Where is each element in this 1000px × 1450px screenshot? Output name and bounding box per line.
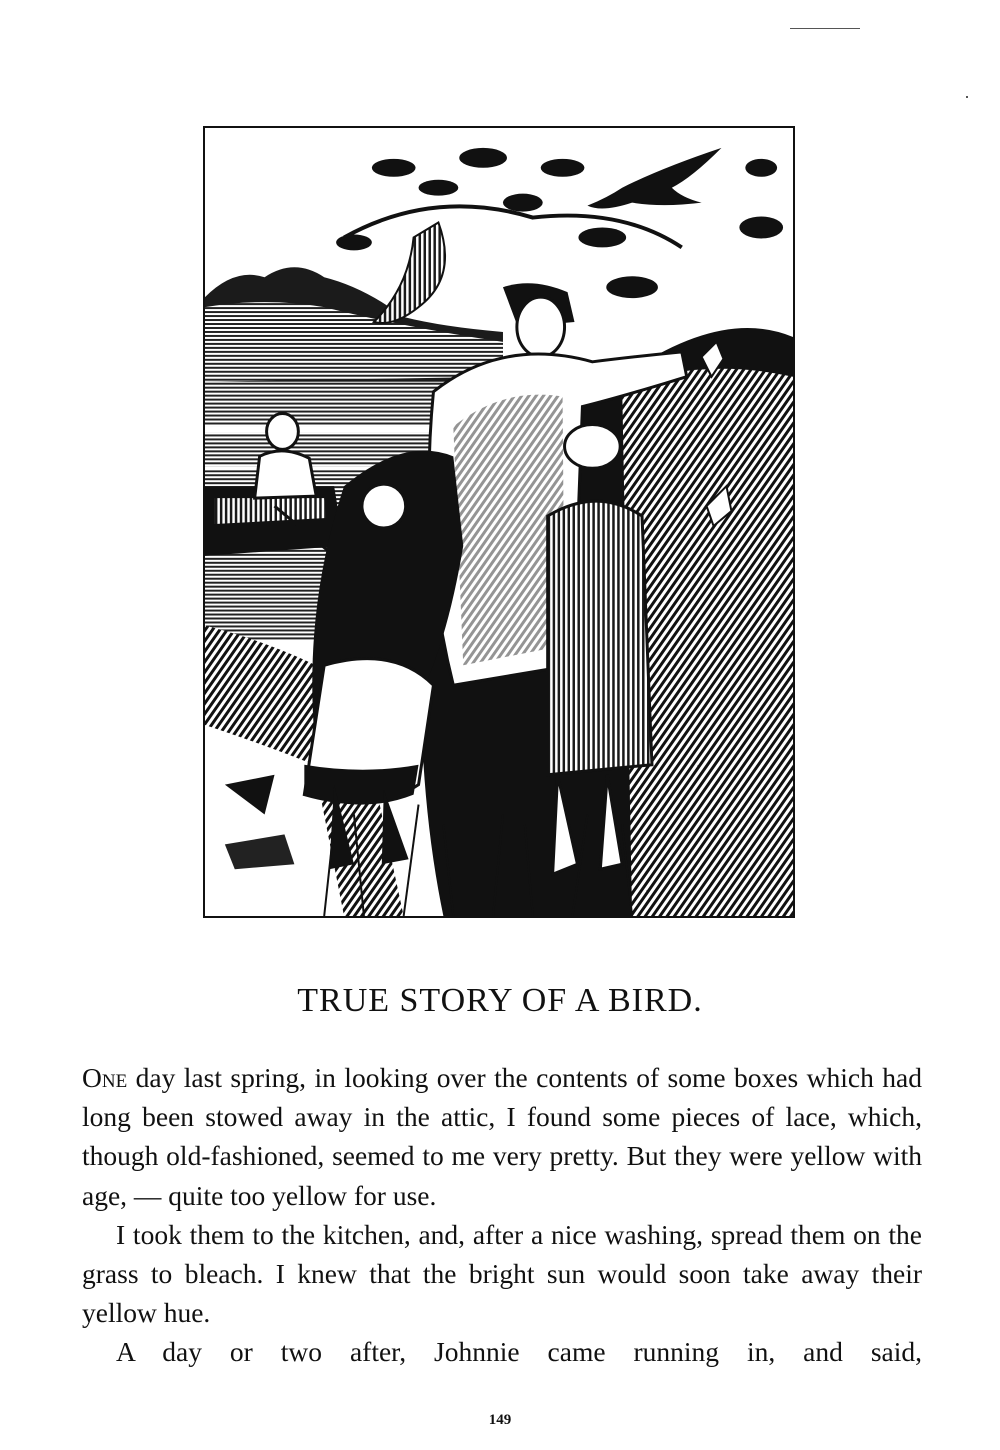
engraving-illustration (203, 126, 795, 918)
page-number: 149 (488, 1412, 512, 1428)
paragraph-2: I took them to the kitchen, and, after a nice washing, spread them on the grass to bleach. I knew that the bright sun would soon take away their yellow hue. (82, 1218, 922, 1329)
drop-word: One (82, 1062, 128, 1093)
story-body (82, 1058, 922, 1372)
print-speck (966, 96, 968, 98)
print-speck (790, 28, 860, 29)
paragraph-1 (82, 1058, 922, 1215)
children-finding-bird-nest-engraving (205, 128, 793, 916)
paragraph-text: day last spring, in looking over the contents of some boxes which had long been stowed away in the attic, I found some pieces of lace, which, though old-fashioned, seemed to me very pretty. But they were yellow with age, — quite too yellow for use. (82, 1062, 922, 1211)
story-title: TRUE STORY OF A BIRD. (297, 982, 703, 1019)
paragraph-3: A day or two after, Johnnie came running in, and said, (116, 1336, 922, 1368)
